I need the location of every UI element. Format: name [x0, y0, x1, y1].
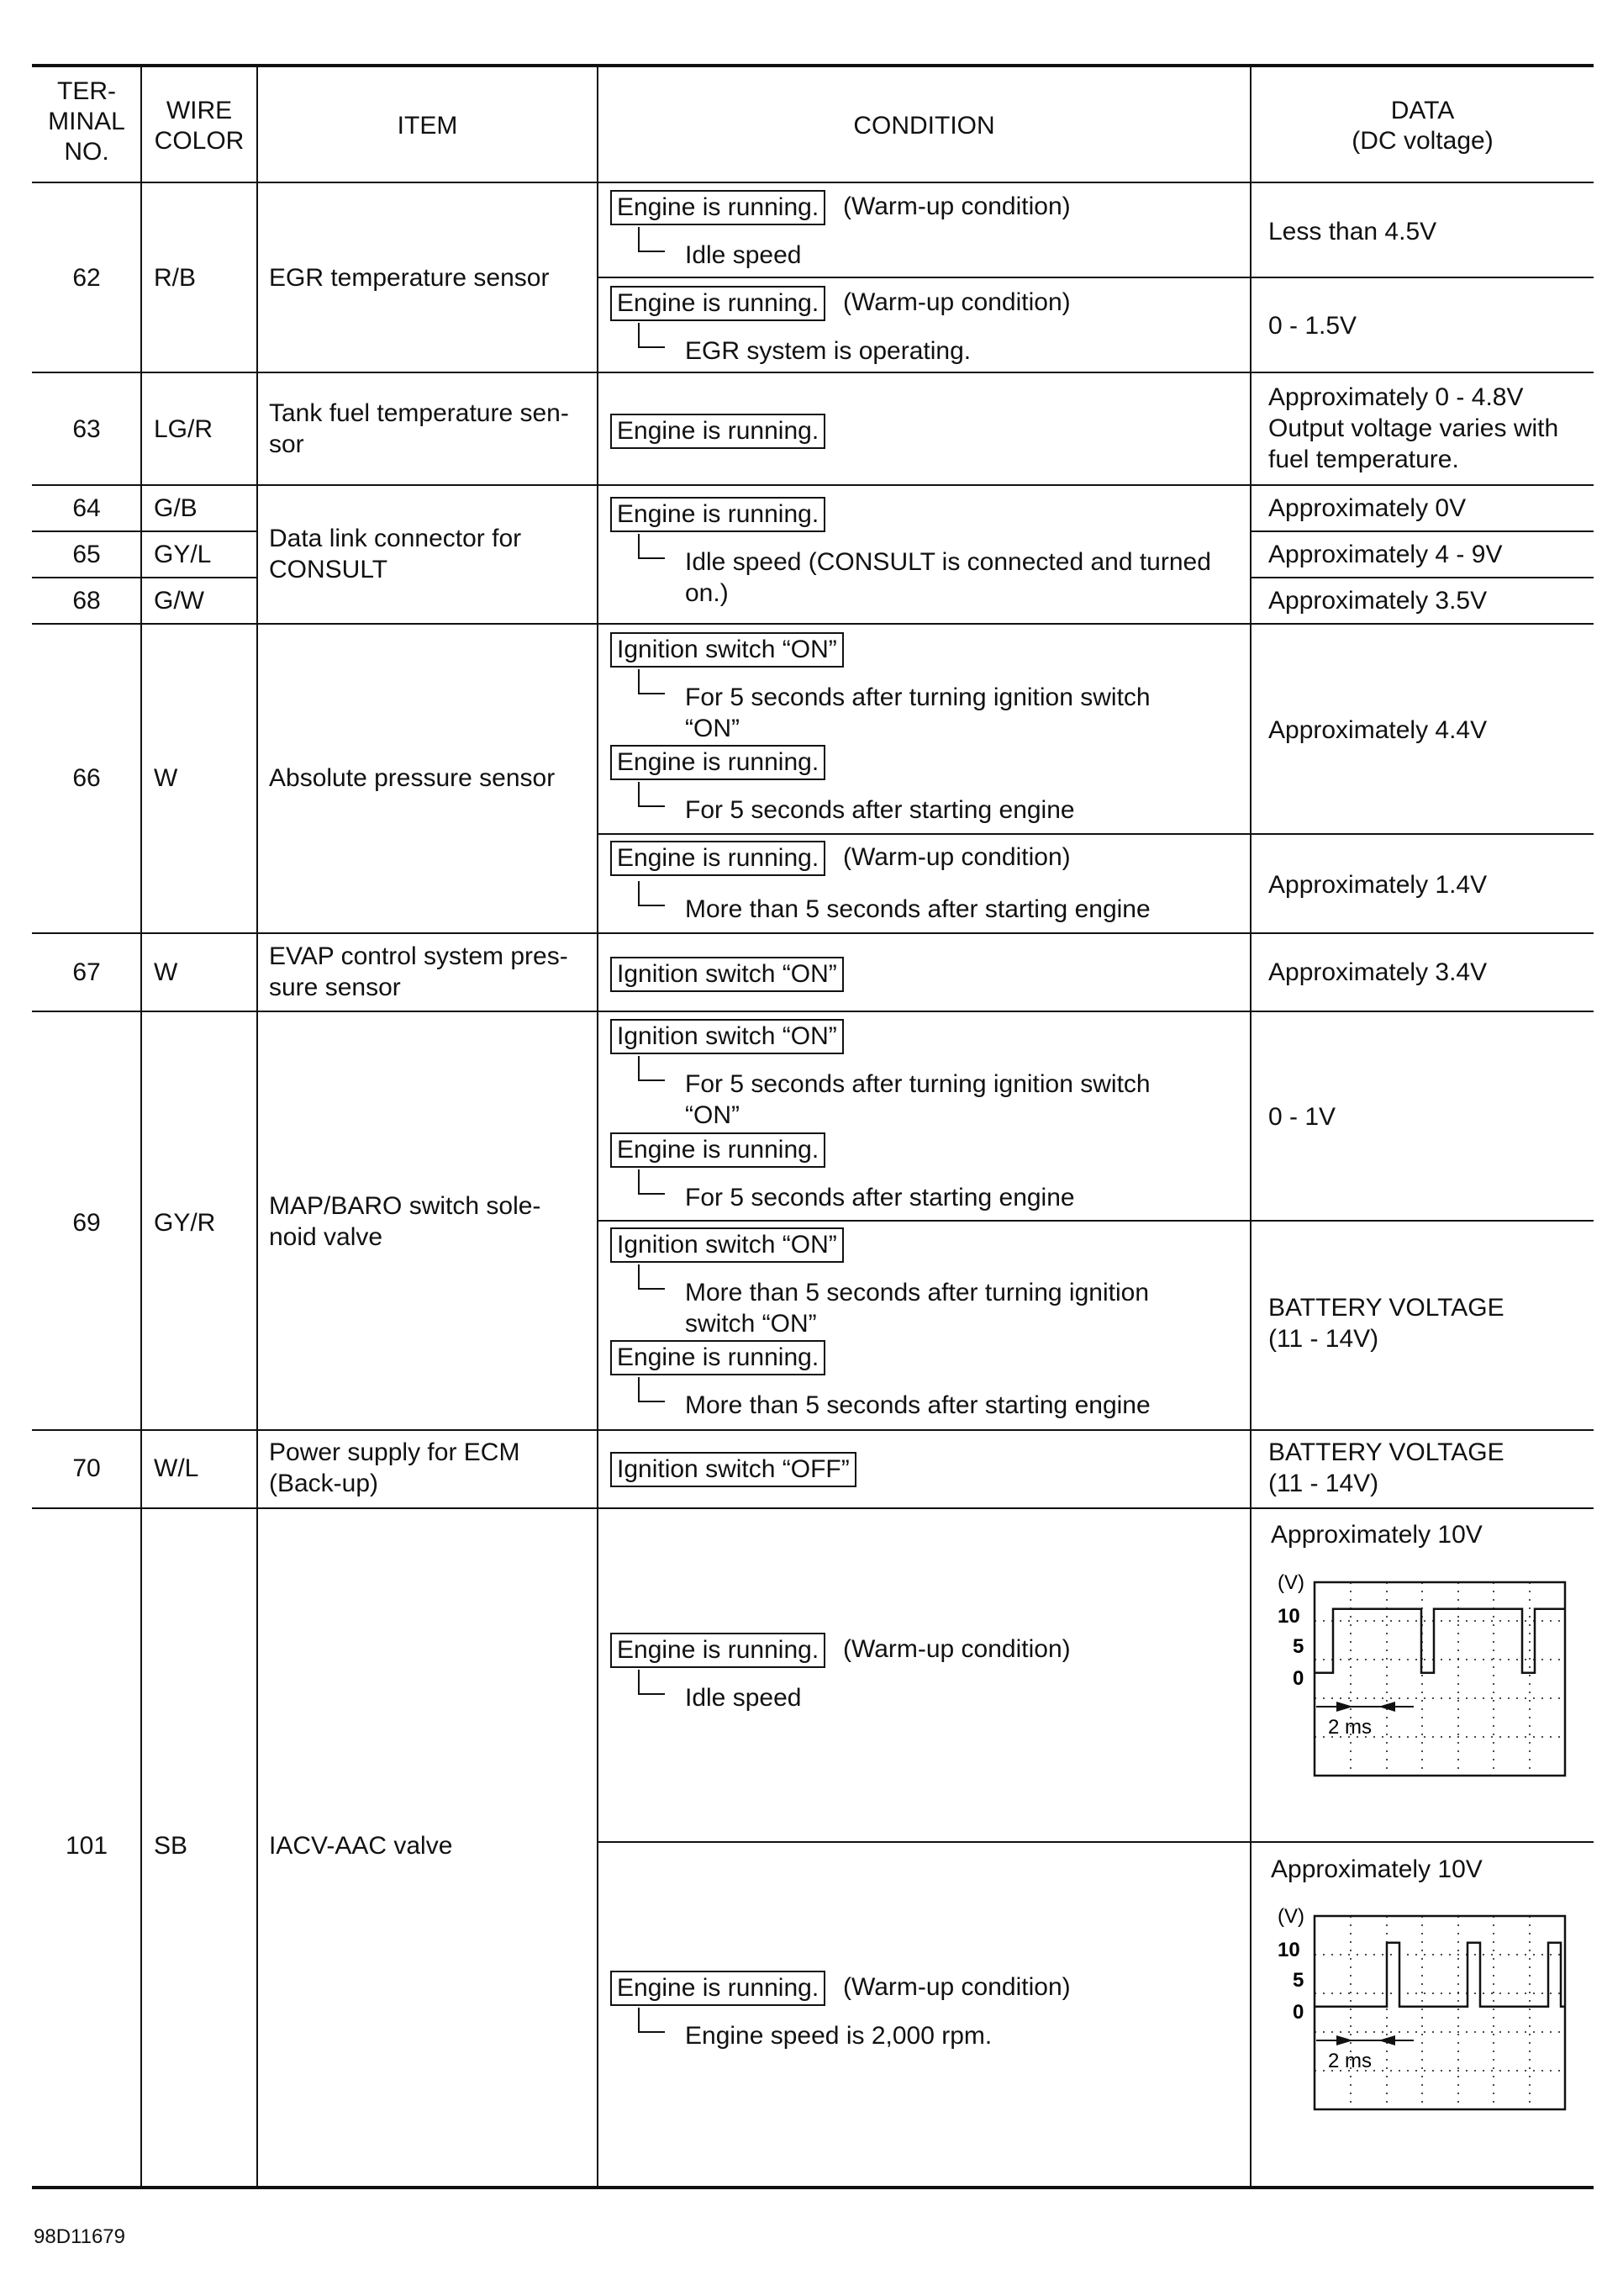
- scope-tick-0: 0: [1293, 1667, 1304, 1690]
- row-63-bottom: [32, 484, 1594, 486]
- condition-box: Engine is running.: [610, 1132, 825, 1168]
- data-64: Approximately 0V: [1268, 494, 1467, 522]
- item-62: EGR temperature sensor: [269, 264, 550, 292]
- table-bottom-border: [32, 2186, 1594, 2189]
- data-70: BATTERY VOLTAGE (11 - 14V): [1268, 1438, 1504, 1497]
- header-bottom-border: [32, 182, 1594, 183]
- row-64-65-split-right: [1252, 530, 1594, 532]
- branch-icon: [638, 669, 665, 694]
- row-66-bottom: [32, 932, 1594, 934]
- header-item: ITEM: [397, 112, 458, 140]
- scope-waveform: [1315, 1609, 1565, 1673]
- row-64-65-split-left: [32, 530, 257, 532]
- row-69-split: [598, 1220, 1594, 1222]
- row-67-bottom: [32, 1011, 1594, 1012]
- terminal-65: 65: [72, 541, 101, 568]
- condition-sub: More than 5 seconds after starting engine: [685, 1391, 1151, 1419]
- wire-68: G/W: [154, 587, 204, 615]
- branch-icon: [638, 1377, 665, 1402]
- oscilloscope-2000rpm: [1271, 1899, 1590, 2126]
- wire-62: R/B: [154, 264, 197, 292]
- terminal-63: 63: [72, 415, 101, 443]
- data-66-b: Approximately 1.4V: [1268, 871, 1488, 899]
- header-condition: CONDITION: [853, 112, 995, 140]
- condition-sub: Idle speed (CONSULT is connected and turned on.): [685, 548, 1211, 607]
- item-70: Power supply for ECM (Back-up): [269, 1438, 520, 1497]
- data-101-a: Approximately 10V: [1271, 1521, 1483, 1549]
- wire-70: W/L: [154, 1454, 199, 1482]
- row-65-68-split-left: [32, 577, 257, 578]
- terminal-70: 70: [72, 1454, 101, 1482]
- scope-tick-5: 5: [1293, 1969, 1304, 1992]
- row-62-split: [598, 277, 1594, 278]
- condition-box: Engine is running.: [610, 1971, 825, 2006]
- terminal-67: 67: [72, 958, 101, 986]
- item-63: Tank fuel temperature sen- sor: [269, 399, 569, 458]
- scope-frame: [1315, 1916, 1565, 2109]
- terminal-66: 66: [72, 764, 101, 792]
- wire-65: GY/L: [154, 541, 212, 568]
- branch-icon: [638, 1264, 665, 1290]
- scope-waveform: [1315, 1943, 1565, 2007]
- wire-69: GY/R: [154, 1209, 216, 1237]
- branch-icon: [638, 1670, 665, 1695]
- wire-63: LG/R: [154, 415, 213, 443]
- scope-frame: [1315, 1582, 1565, 1776]
- condition-sub: EGR system is operating.: [685, 337, 972, 365]
- scope-time-label: 2 ms: [1328, 1716, 1373, 1739]
- scope-tick-10: 10: [1278, 1939, 1300, 1961]
- condition-sub: Engine speed is 2,000 rpm.: [685, 2022, 993, 2050]
- condition-sub: For 5 seconds after starting engine: [685, 796, 1075, 824]
- row-62-bottom: [32, 372, 1594, 373]
- condition-note: (Warm-up condition): [843, 193, 1071, 220]
- row-68-bottom: [32, 623, 1594, 625]
- scope-unit-label: (V): [1278, 1905, 1304, 1928]
- condition-box: Ignition switch “ON”: [610, 957, 844, 992]
- scope-tick-0: 0: [1293, 2001, 1304, 2024]
- header-data: DATA (DC voltage): [1352, 97, 1494, 155]
- condition-sub: Idle speed: [685, 241, 802, 269]
- row-69-bottom: [32, 1429, 1594, 1431]
- scope-grid: [1315, 1582, 1565, 1776]
- col-divider-1: [140, 66, 142, 2188]
- terminal-68: 68: [72, 587, 101, 615]
- branch-icon: [638, 1056, 665, 1081]
- row-70-bottom: [32, 1507, 1594, 1509]
- scope-unit-label: (V): [1278, 1571, 1304, 1594]
- condition-note: (Warm-up condition): [843, 843, 1071, 871]
- condition-sub: More than 5 seconds after starting engine: [685, 895, 1151, 923]
- condition-sub: For 5 seconds after turning ignition switch “ON”: [685, 1070, 1151, 1129]
- condition-note: (Warm-up condition): [843, 1635, 1071, 1663]
- branch-icon: [638, 534, 665, 559]
- scope-time-label: 2 ms: [1328, 2050, 1373, 2072]
- condition-sub: For 5 seconds after turning ignition switch “ON”: [685, 684, 1151, 742]
- condition-box: Engine is running.: [610, 497, 825, 532]
- item-101: IACV-AAC valve: [269, 1832, 453, 1860]
- scope-time-marker: [1316, 2035, 1414, 2045]
- scope-grid: [1315, 1916, 1565, 2109]
- data-68: Approximately 3.5V: [1268, 587, 1488, 615]
- condition-sub: Idle speed: [685, 1684, 802, 1712]
- wire-67: W: [154, 958, 178, 986]
- condition-sub: For 5 seconds after starting engine: [685, 1184, 1075, 1211]
- data-65: Approximately 4 - 9V: [1268, 541, 1503, 568]
- condition-box: Ignition switch “ON”: [610, 632, 844, 668]
- item-69: MAP/BARO switch sole- noid valve: [269, 1192, 541, 1251]
- data-69-b: BATTERY VOLTAGE (11 - 14V): [1268, 1294, 1504, 1353]
- data-101-b: Approximately 10V: [1271, 1855, 1483, 1883]
- item-64-68: Data link connector for CONSULT: [269, 525, 522, 583]
- col-divider-4: [1250, 66, 1252, 2188]
- header-terminal: TER- MINAL NO.: [48, 77, 125, 166]
- branch-icon: [638, 782, 665, 807]
- terminal-101: 101: [65, 1832, 108, 1860]
- data-69-a: 0 - 1V: [1268, 1103, 1336, 1131]
- terminal-64: 64: [72, 494, 101, 522]
- condition-box: Engine is running.: [610, 841, 825, 876]
- item-66: Absolute pressure sensor: [269, 764, 556, 792]
- terminal-69: 69: [72, 1209, 101, 1237]
- wire-66: W: [154, 764, 178, 792]
- scope-tick-5: 5: [1293, 1635, 1304, 1658]
- item-67: EVAP control system pres- sure sensor: [269, 942, 568, 1001]
- condition-note: (Warm-up condition): [843, 1973, 1071, 2001]
- condition-box: Engine is running.: [610, 745, 825, 780]
- oscilloscope-idle: [1271, 1565, 1590, 1792]
- col-divider-3: [597, 66, 598, 2188]
- condition-box: Engine is running.: [610, 1340, 825, 1375]
- data-63: Approximately 0 - 4.8V Output voltage varies with fuel temperature.: [1268, 383, 1559, 473]
- figure-code: 98D11679: [34, 2225, 125, 2248]
- data-62-b: 0 - 1.5V: [1268, 312, 1357, 340]
- row-66-split: [598, 833, 1594, 835]
- condition-sub: More than 5 seconds after turning ignition switch “ON”: [685, 1279, 1149, 1338]
- scope-tick-10: 10: [1278, 1605, 1300, 1628]
- condition-box: Ignition switch “ON”: [610, 1227, 844, 1263]
- header-wire-color: WIRE COLOR: [154, 97, 245, 155]
- terminal-62: 62: [72, 264, 101, 292]
- col-divider-2: [256, 66, 258, 2188]
- branch-icon: [638, 881, 665, 906]
- row-65-68-split-right: [1252, 577, 1594, 578]
- condition-box: Ignition switch “OFF”: [610, 1452, 856, 1487]
- wire-64: G/B: [154, 494, 198, 522]
- condition-box: Engine is running.: [610, 414, 825, 449]
- wire-101: SB: [154, 1832, 188, 1860]
- row-101-split: [598, 1841, 1594, 1843]
- data-67: Approximately 3.4V: [1268, 958, 1488, 986]
- data-62-a: Less than 4.5V: [1268, 218, 1437, 245]
- condition-box: Ignition switch “ON”: [610, 1019, 844, 1054]
- scope-time-marker: [1316, 1702, 1414, 1712]
- data-66-a: Approximately 4.4V: [1268, 716, 1488, 744]
- condition-note: (Warm-up condition): [843, 288, 1071, 316]
- table-top-border: [32, 64, 1594, 67]
- condition-box: Engine is running.: [610, 1633, 825, 1668]
- branch-icon: [638, 2008, 665, 2033]
- branch-icon: [638, 1169, 665, 1195]
- branch-icon: [638, 227, 665, 252]
- condition-box: Engine is running.: [610, 286, 825, 321]
- condition-box: Engine is running.: [610, 190, 825, 225]
- branch-icon: [638, 323, 665, 348]
